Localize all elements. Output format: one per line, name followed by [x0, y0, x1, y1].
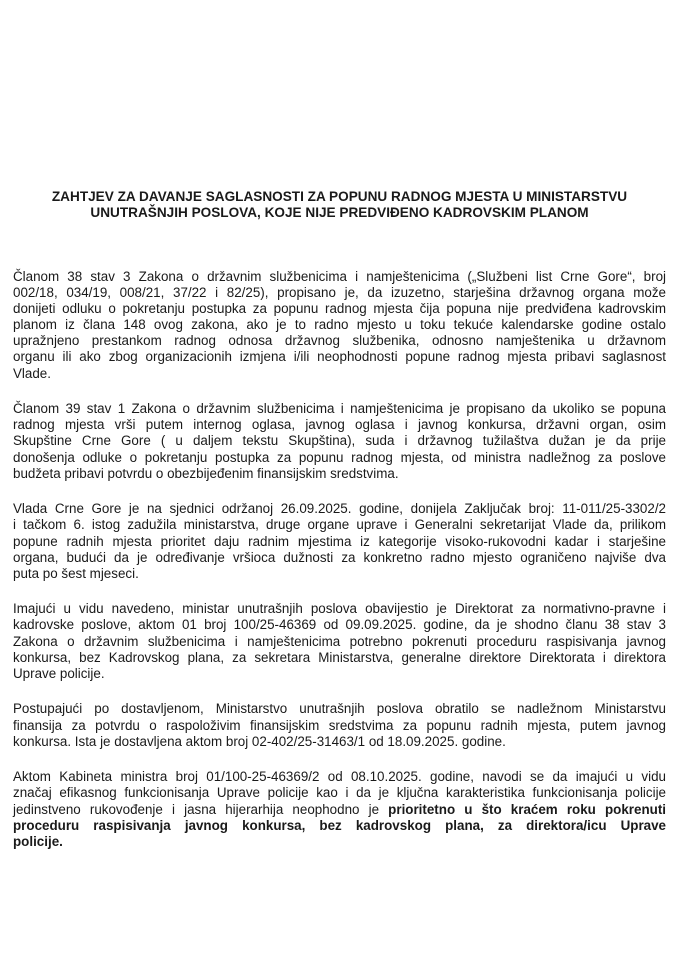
text-line: značaj efikasnog funkcionisanja Uprave policije kao i da je ključna karakteristika funkcionisanja policije — [13, 785, 666, 801]
text-line-mixed — [13, 802, 666, 818]
text-line: organu ili ako zbog organizacionih izmjena i/ili neophodnosti popune radnog mjesta pribavi saglasnost — [13, 349, 666, 365]
text-line: donijeti odluku o pokretanju postupka za popunu radnog mjesta čija popuna nije predviđena kadrovskim — [13, 301, 666, 317]
text-line: upražnjeno prestankom radnog odnosa državnog službenika, odnosno namještenika u državnom — [13, 333, 666, 349]
text-line: Vlada Crne Gore je na sjednici održanoj 26.09.2025. godine, donijela Zaključak broj: 11-011/25-3302/2 — [13, 501, 666, 517]
text-line: Skupštine Crne Gore ( u daljem tekstu Skupština), suda i državnog tužilaštva dužan je da prije — [13, 433, 666, 449]
text-line: konkursa, bez Kadrovskog plana, za sekretara Ministarstva, generalne direktore Direktorata i direktora — [13, 649, 666, 665]
text-line: Članom 38 stav 3 Zakona o državnim službenicima i namještenicima („Službeni list Crne Gore“, broj — [13, 269, 666, 284]
text-line: i tačkom 6. istog zadužila ministarstva, druge organe uprave i Generalni sekretarijat Vlade da, prilikom — [13, 517, 666, 533]
text-line: Postupajući po dostavljenom, Ministarstvo unutrašnjih poslova obratilo se nadležnom Ministarstvu — [13, 701, 666, 717]
text-line: radnog mjesta vrši putem internog oglasa, javnog oglasa i javnog konkursa, državni organ, osim — [13, 417, 666, 433]
document-title — [0, 189, 679, 221]
text-line: Zakona o državnim službenicima i namještenicima potrebno pokrenuti proceduru raspisivanja javnog — [13, 633, 666, 649]
paragraph-ministarstvo-finansija — [13, 701, 666, 749]
bold-emphasis-text: prioritetno u što kraćem roku pokrenuti — [388, 801, 667, 817]
text-line: organa, budući da je određivanje vršioca dužnosti za konkretno radno mjesto ograničeno najviše dva — [13, 549, 666, 565]
bold-emphasis-text: policije. — [13, 833, 63, 849]
paragraph-clan-39 — [13, 401, 666, 481]
text-line: Aktom Kabineta ministra broj 01/100-25-46369/2 od 08.10.2025. godine, navodi se da imajući u vidu — [13, 769, 666, 785]
text-line: 002/18, 034/19, 008/21, 37/22 i 82/25), propisano je, da izuzetno, starješina državnog organa može — [13, 285, 666, 301]
document-body — [13, 269, 666, 869]
text-line: puta po šest mjeseci. — [13, 565, 139, 581]
text-line: budžeta pribavi potvrdu o obezbijeđenim finansijskim sredstvima. — [13, 465, 399, 481]
text-line: donošenja odluke o pokretanju postupka za popunu radnog mjesta, od ministra nadležnog za poslove — [13, 449, 666, 465]
text-line: popune radnih mjesta prioritet daju radnim mjestima iz kategorije visoko-rukovodni kadar i starješine — [13, 533, 666, 549]
regular-text: jedinstveno rukovođenje i jasna hijerarhija neophodno je — [13, 801, 389, 817]
bold-emphasis-text: proceduru raspisivanja javnog konkursa, bez kadrovskog plana, za direktora/icu Uprave — [13, 817, 666, 833]
text-line: kadrovske poslove, aktom 01 broj 100/25-46369 od 09.09.2025. godine, da je shodno članu 38 stav 3 — [13, 617, 666, 633]
title-line-1: ZAHTJEV ZA DAVANJE SAGLASNOSTI ZA POPUNU RADNOG MJESTA U MINISTARSTVU — [51, 189, 628, 204]
paragraph-clan-38 — [13, 269, 666, 382]
text-line: Vlade. — [13, 365, 51, 381]
paragraph-vlada-zakljucak — [13, 501, 666, 581]
text-line: finansija za potvrdu o raspoloživim finansijskim sredstvima za popunu radnih mjesta, putem javnog — [13, 717, 666, 733]
paragraph-akt-kabineta — [13, 769, 666, 849]
title-line-2: UNUTRAŠNJIH POSLOVA, KOJE NIJE PREDVIĐENO KADROVSKIM PLANOM — [90, 205, 589, 220]
text-line: Članom 39 stav 1 Zakona o državnim službenicima i namještenicima je propisano da ukoliko se popuna — [13, 401, 666, 417]
bold-text-line — [13, 818, 666, 834]
text-line: konkursa. Ista je dostavljena aktom broj 02-402/25-31463/1 od 18.09.2025. godine. — [13, 733, 506, 749]
bold-text-line — [13, 834, 666, 850]
text-line: planom iz člana 148 ovog zakona, ako je to radno mjesto u toku tekuće kalendarske godine ostalo — [13, 317, 666, 333]
paragraph-ministar-obavijestio — [13, 601, 666, 681]
text-line: Imajući u vidu navedeno, ministar unutrašnjih poslova obavijestio je Direktorat za normativno-pravne i — [13, 601, 666, 617]
text-line: Uprave policije. — [13, 665, 105, 681]
